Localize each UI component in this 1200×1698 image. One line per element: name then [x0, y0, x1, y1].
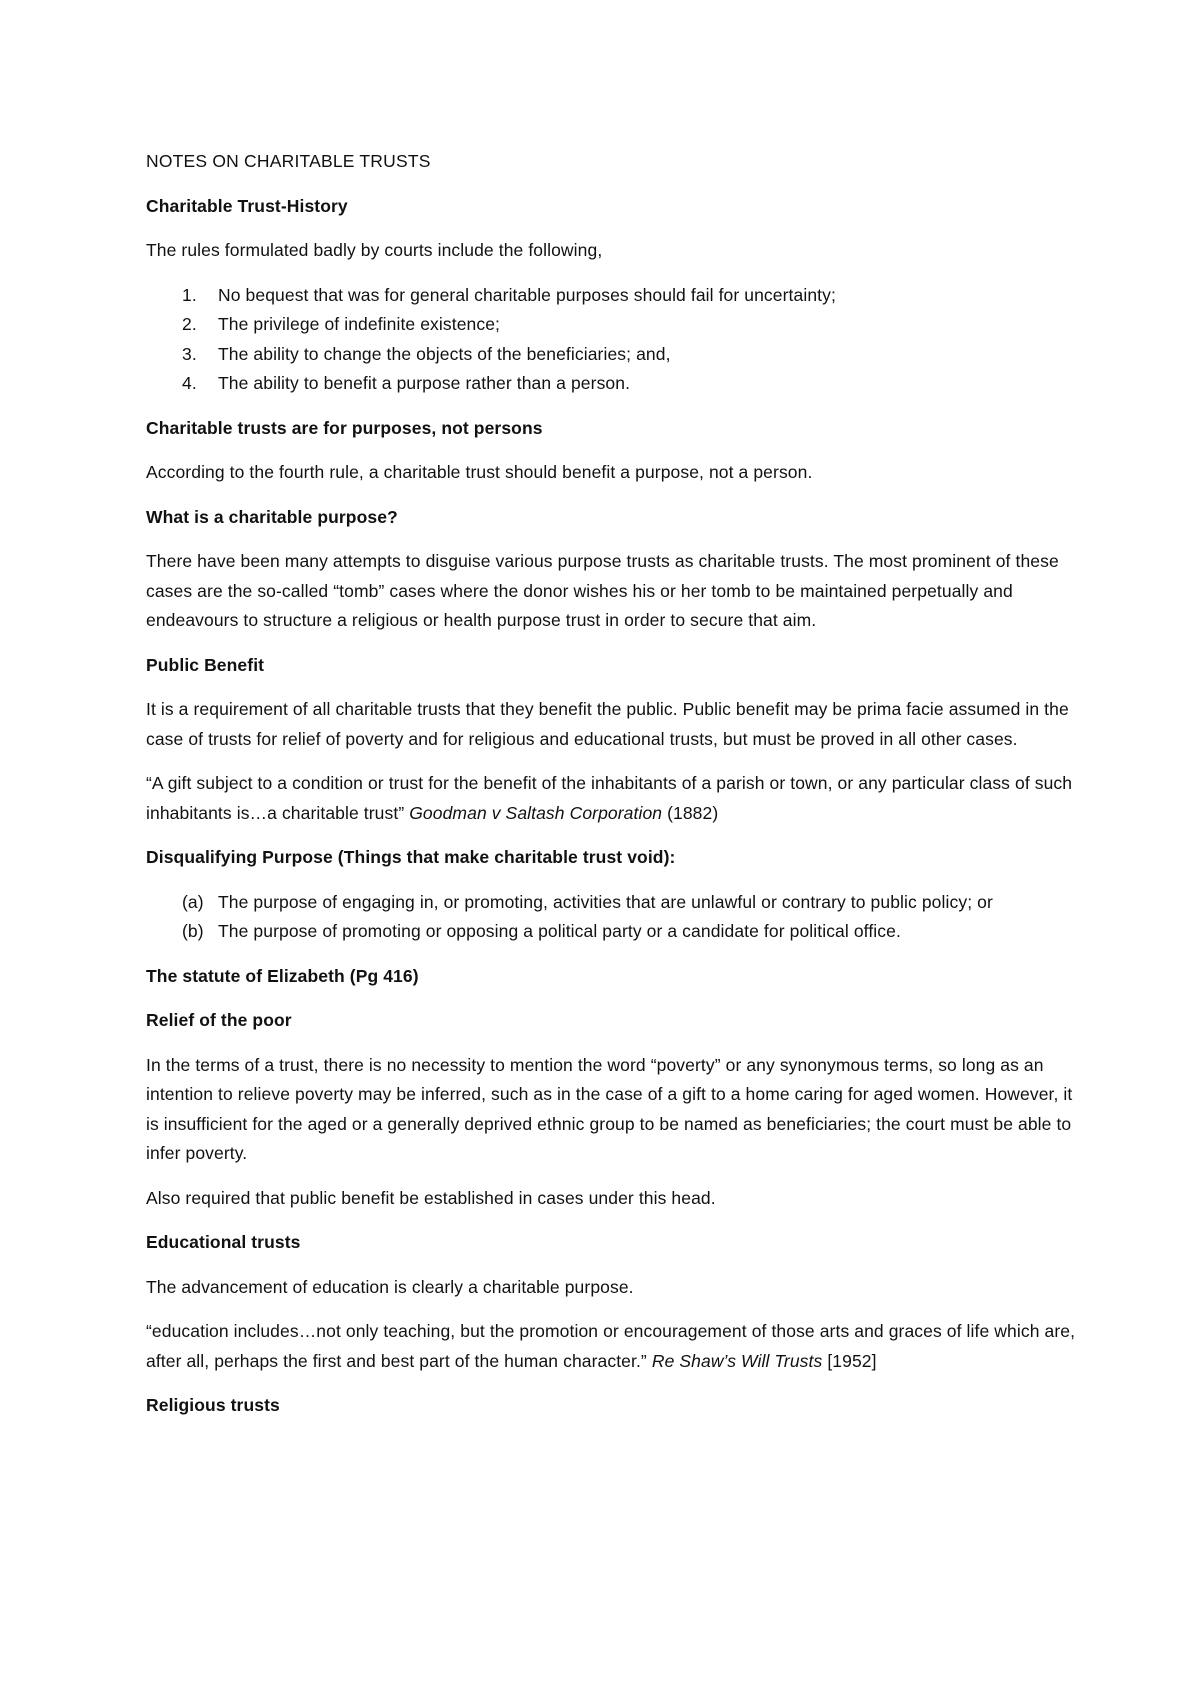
list-item	[146, 369, 1080, 399]
heading-disqualifying: Disqualifying Purpose (Things that make charitable trust void):	[146, 847, 676, 867]
quote-text: “education includes…not only teaching, but the promotion or encouragement of those arts and graces of life which are, after all, perhaps the first and best part of the human character.”	[146, 1321, 1076, 1371]
case-name: Re Shaw’s Will Trusts	[651, 1350, 823, 1371]
list-number: 4.	[182, 373, 197, 393]
heading-educational: Educational trusts	[146, 1232, 301, 1252]
list-number: 1.	[182, 284, 197, 305]
list-number: 2.	[182, 314, 197, 334]
heading-history: Charitable Trust-History	[146, 195, 348, 216]
relief-poor-text-2: Also required that public benefit be established in cases under this head.	[146, 1187, 716, 1208]
public-benefit-quote	[146, 769, 1080, 828]
heading-what-is-charitable-purpose: What is a charitable purpose?	[146, 506, 398, 527]
list-item-text: The ability to benefit a purpose rather than a person.	[218, 373, 631, 393]
list-letter: (b)	[182, 921, 204, 941]
case-year: [1952]	[827, 1350, 877, 1371]
case-name: Goodman v Saltash Corporation	[409, 802, 663, 823]
quote-text: “A gift subject to a condition or trust for the benefit of the inhabitants of a parish or town, or any particular class of such inhabitants is…a charitable trust”	[146, 773, 1073, 823]
list-item	[146, 340, 1080, 370]
relief-poor-text: In the terms of a trust, there is no necessity to mention the word “poverty” or any synonymous terms, so long as an intention to relieve poverty may be inferred, such as in the case of a gift to a home caring for aged women. However, it is insufficient for the aged or a generally deprived ethnic group to be named as beneficiaries; the court must be able to infer poverty.	[146, 1054, 1073, 1163]
list-number: 3.	[182, 343, 197, 364]
heading-relief-poor: Relief of the poor	[146, 1010, 292, 1030]
list-item-text: The purpose of engaging in, or promoting, activities that are unlawful or contrary to public policy; or	[218, 891, 993, 912]
list-item	[146, 281, 1080, 311]
disqualifying-list	[146, 888, 1080, 947]
purposes-text: According to the fourth rule, a charitable trust should benefit a purpose, not a person.	[146, 462, 813, 482]
rules-list	[146, 281, 1080, 399]
list-item	[146, 888, 1080, 918]
list-item-text: The privilege of indefinite existence;	[218, 314, 501, 334]
educational-quote	[146, 1317, 1080, 1376]
list-item-text: No bequest that was for general charitable purposes should fail for uncertainty;	[218, 284, 836, 305]
list-item-text: The purpose of promoting or opposing a political party or a candidate for political office.	[218, 921, 901, 941]
heading-statute: The statute of Elizabeth (Pg 416)	[146, 965, 419, 986]
list-letter: (a)	[182, 891, 204, 912]
list-item	[146, 917, 1080, 947]
document-title: NOTES ON CHARITABLE TRUSTS	[146, 151, 431, 171]
public-benefit-text: It is a requirement of all charitable trusts that they benefit the public. Public benefit may be prima facie assumed in the case of trusts for relief of poverty and for religious and educational trusts, but must be proved in all other cases.	[146, 699, 1069, 749]
list-item-text: The ability to change the objects of the beneficiaries; and,	[218, 343, 671, 364]
history-intro: The rules formulated badly by courts include the following,	[146, 240, 603, 260]
heading-public-benefit: Public Benefit	[146, 654, 265, 675]
case-year: (1882)	[667, 802, 719, 823]
heading-purposes: Charitable trusts are for purposes, not persons	[146, 417, 543, 438]
what-is-text: There have been many attempts to disguise various purpose trusts as charitable trusts. The most prominent of these cases are the so-called “tomb” cases where the donor wishes his or her tomb to be maintained perpetually and endeavours to structure a religious or health purpose trust in order to secure that aim.	[146, 551, 1059, 630]
educational-text: The advancement of education is clearly a charitable purpose.	[146, 1276, 634, 1297]
list-item	[146, 310, 1080, 340]
heading-religious: Religious trusts	[146, 1395, 280, 1415]
